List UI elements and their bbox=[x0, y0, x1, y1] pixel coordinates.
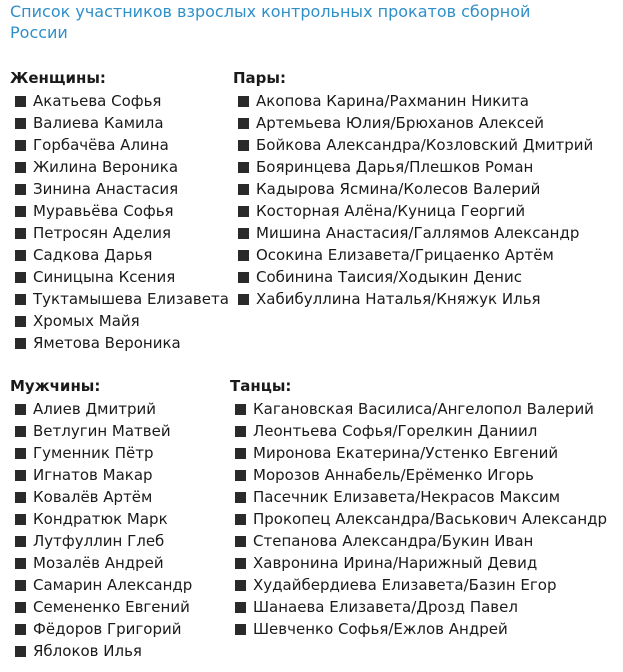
black-square-bullet-icon bbox=[235, 624, 246, 635]
list-item-label: Леонтьева Софья/Горелкин Даниил bbox=[253, 422, 538, 440]
list-item-label: Худайбердиева Елизавета/Базин Егор bbox=[253, 576, 557, 594]
black-square-bullet-icon bbox=[235, 492, 246, 503]
list-item bbox=[10, 420, 192, 442]
section-heading-dance: Танцы: bbox=[230, 377, 292, 395]
list-item-label: Садкова Дарья bbox=[33, 246, 153, 264]
black-square-bullet-icon bbox=[235, 426, 246, 437]
black-square-bullet-icon bbox=[15, 162, 26, 173]
list-item bbox=[10, 574, 192, 596]
list-item-label: Жилина Вероника bbox=[33, 158, 179, 176]
list-item-label: Шанаева Елизавета/Дрозд Павел bbox=[253, 598, 518, 616]
list-item-label: Хромых Майя bbox=[33, 312, 140, 330]
black-square-bullet-icon bbox=[238, 206, 249, 217]
list-item-label: Зинина Анастасия bbox=[33, 180, 179, 198]
list-men bbox=[10, 398, 192, 662]
list-pairs bbox=[233, 90, 593, 310]
list-item bbox=[233, 134, 593, 156]
section-men bbox=[10, 376, 192, 662]
list-item-label: Лутфуллин Глеб bbox=[33, 532, 165, 550]
black-square-bullet-icon bbox=[15, 514, 26, 525]
list-item-label: Бойкова Александра/Козловский Дмитрий bbox=[256, 136, 594, 154]
list-item bbox=[10, 90, 229, 112]
list-item bbox=[10, 332, 229, 354]
list-item bbox=[10, 508, 192, 530]
list-item bbox=[10, 486, 192, 508]
list-item-label: Мишина Анастасия/Галлямов Александр bbox=[256, 224, 580, 242]
list-item-label: Миронова Екатерина/Устенко Евгений bbox=[253, 444, 559, 462]
black-square-bullet-icon bbox=[15, 206, 26, 217]
section-women bbox=[10, 68, 229, 354]
black-square-bullet-icon bbox=[15, 558, 26, 569]
list-item-label: Игнатов Макар bbox=[33, 466, 153, 484]
list-item bbox=[10, 530, 192, 552]
black-square-bullet-icon bbox=[15, 184, 26, 195]
list-item bbox=[230, 486, 607, 508]
black-square-bullet-icon bbox=[15, 294, 26, 305]
list-item bbox=[233, 288, 593, 310]
list-item bbox=[233, 178, 593, 200]
list-item bbox=[10, 596, 192, 618]
black-square-bullet-icon bbox=[15, 140, 26, 151]
list-dance bbox=[230, 398, 607, 640]
list-item bbox=[233, 200, 593, 222]
black-square-bullet-icon bbox=[15, 404, 26, 415]
black-square-bullet-icon bbox=[15, 338, 26, 349]
black-square-bullet-icon bbox=[235, 514, 246, 525]
list-item-label: Фёдоров Григорий bbox=[33, 620, 182, 638]
list-item-label: Бояринцева Дарья/Плешков Роман bbox=[256, 158, 534, 176]
black-square-bullet-icon bbox=[15, 646, 26, 657]
list-item bbox=[10, 134, 229, 156]
list-item-label: Хабибуллина Наталья/Княжук Илья bbox=[256, 290, 541, 308]
black-square-bullet-icon bbox=[15, 96, 26, 107]
list-item bbox=[233, 244, 593, 266]
list-item-label: Осокина Елизавета/Грицаенко Артём bbox=[256, 246, 554, 264]
section-dance bbox=[230, 376, 607, 640]
list-item bbox=[10, 266, 229, 288]
list-item-label: Гуменник Пётр bbox=[33, 444, 154, 462]
list-item-label: Морозов Аннабель/Ерёменко Игорь bbox=[253, 466, 534, 484]
list-item-label: Акопова Карина/Рахманин Никита bbox=[256, 92, 529, 110]
list-item-label: Муравьёва Софья bbox=[33, 202, 174, 220]
list-item-label: Собинина Таисия/Ходыкин Денис bbox=[256, 268, 522, 286]
list-item-label: Яметова Вероника bbox=[33, 334, 181, 352]
list-item-label: Семененко Евгений bbox=[33, 598, 190, 616]
section-heading-women: Женщины: bbox=[10, 69, 106, 87]
black-square-bullet-icon bbox=[238, 294, 249, 305]
black-square-bullet-icon bbox=[15, 492, 26, 503]
black-square-bullet-icon bbox=[235, 602, 246, 613]
black-square-bullet-icon bbox=[15, 250, 26, 261]
section-heading-men: Мужчины: bbox=[10, 377, 101, 395]
list-item-label: Степанова Александра/Букин Иван bbox=[253, 532, 534, 550]
list-item-label: Алиев Дмитрий bbox=[33, 400, 156, 418]
list-item bbox=[233, 266, 593, 288]
black-square-bullet-icon bbox=[15, 470, 26, 481]
black-square-bullet-icon bbox=[238, 250, 249, 261]
list-item bbox=[230, 442, 607, 464]
list-item-label: Косторная Алёна/Куница Георгий bbox=[256, 202, 526, 220]
list-item bbox=[10, 112, 229, 134]
black-square-bullet-icon bbox=[238, 184, 249, 195]
black-square-bullet-icon bbox=[15, 624, 26, 635]
black-square-bullet-icon bbox=[235, 470, 246, 481]
list-item bbox=[10, 178, 229, 200]
black-square-bullet-icon bbox=[15, 118, 26, 129]
list-item bbox=[10, 222, 229, 244]
section-heading-pairs: Пары: bbox=[233, 69, 286, 87]
black-square-bullet-icon bbox=[238, 228, 249, 239]
list-item bbox=[10, 288, 229, 310]
list-item-label: Валиева Камила bbox=[33, 114, 164, 132]
black-square-bullet-icon bbox=[15, 228, 26, 239]
black-square-bullet-icon bbox=[235, 448, 246, 459]
black-square-bullet-icon bbox=[15, 602, 26, 613]
list-item-label: Акатьева Софья bbox=[33, 92, 162, 110]
list-item-label: Пасечник Елизавета/Некрасов Максим bbox=[253, 488, 561, 506]
list-item bbox=[230, 618, 607, 640]
list-item bbox=[10, 640, 192, 662]
list-item-label: Ветлугин Матвей bbox=[33, 422, 171, 440]
list-item bbox=[10, 310, 229, 332]
black-square-bullet-icon bbox=[235, 580, 246, 591]
black-square-bullet-icon bbox=[235, 558, 246, 569]
list-item bbox=[10, 442, 192, 464]
list-item bbox=[230, 398, 607, 420]
list-item-label: Артемьева Юлия/Брюханов Алексей bbox=[256, 114, 545, 132]
list-item-label: Хавронина Ирина/Нарижный Девид bbox=[253, 554, 538, 572]
list-item-label: Самарин Александр bbox=[33, 576, 193, 594]
black-square-bullet-icon bbox=[235, 536, 246, 547]
list-item bbox=[230, 530, 607, 552]
list-item-label: Мозалёв Андрей bbox=[33, 554, 164, 572]
list-item bbox=[10, 618, 192, 640]
black-square-bullet-icon bbox=[238, 140, 249, 151]
black-square-bullet-icon bbox=[238, 272, 249, 283]
list-item bbox=[233, 222, 593, 244]
list-item-label: Кондратюк Марк bbox=[33, 510, 168, 528]
black-square-bullet-icon bbox=[238, 162, 249, 173]
list-item bbox=[10, 156, 229, 178]
black-square-bullet-icon bbox=[15, 580, 26, 591]
black-square-bullet-icon bbox=[235, 404, 246, 415]
black-square-bullet-icon bbox=[15, 316, 26, 327]
black-square-bullet-icon bbox=[15, 448, 26, 459]
list-item bbox=[233, 156, 593, 178]
list-item bbox=[230, 508, 607, 530]
list-item-label: Петросян Аделия bbox=[33, 224, 172, 242]
list-item bbox=[230, 464, 607, 486]
list-item-label: Кадырова Ясмина/Колесов Валерий bbox=[256, 180, 541, 198]
list-item bbox=[10, 200, 229, 222]
page-title: Список участников взрослых контрольных прокатов сборной России bbox=[10, 2, 531, 42]
black-square-bullet-icon bbox=[15, 426, 26, 437]
black-square-bullet-icon bbox=[238, 118, 249, 129]
section-pairs bbox=[233, 68, 593, 310]
list-item bbox=[230, 420, 607, 442]
list-item bbox=[230, 574, 607, 596]
list-item-label: Кагановская Василиса/Ангелопол Валерий bbox=[253, 400, 594, 418]
list-item-label: Туктамышева Елизавета bbox=[33, 290, 229, 308]
list-item-label: Горбачёва Алина bbox=[33, 136, 169, 154]
black-square-bullet-icon bbox=[15, 272, 26, 283]
list-item bbox=[10, 464, 192, 486]
list-item bbox=[230, 596, 607, 618]
list-item-label: Яблоков Илья bbox=[33, 642, 142, 660]
list-item bbox=[10, 552, 192, 574]
black-square-bullet-icon bbox=[238, 96, 249, 107]
black-square-bullet-icon bbox=[15, 536, 26, 547]
list-item bbox=[233, 90, 593, 112]
list-item-label: Синицына Ксения bbox=[33, 268, 176, 286]
list-item bbox=[233, 112, 593, 134]
list-item bbox=[10, 244, 229, 266]
list-item bbox=[10, 398, 192, 420]
list-item-label: Прокопец Александра/Васькович Александр bbox=[253, 510, 608, 528]
list-item bbox=[230, 552, 607, 574]
list-item-label: Ковалёв Артём bbox=[33, 488, 153, 506]
list-item-label: Шевченко Софья/Ежлов Андрей bbox=[253, 620, 508, 638]
list-women bbox=[10, 90, 229, 354]
